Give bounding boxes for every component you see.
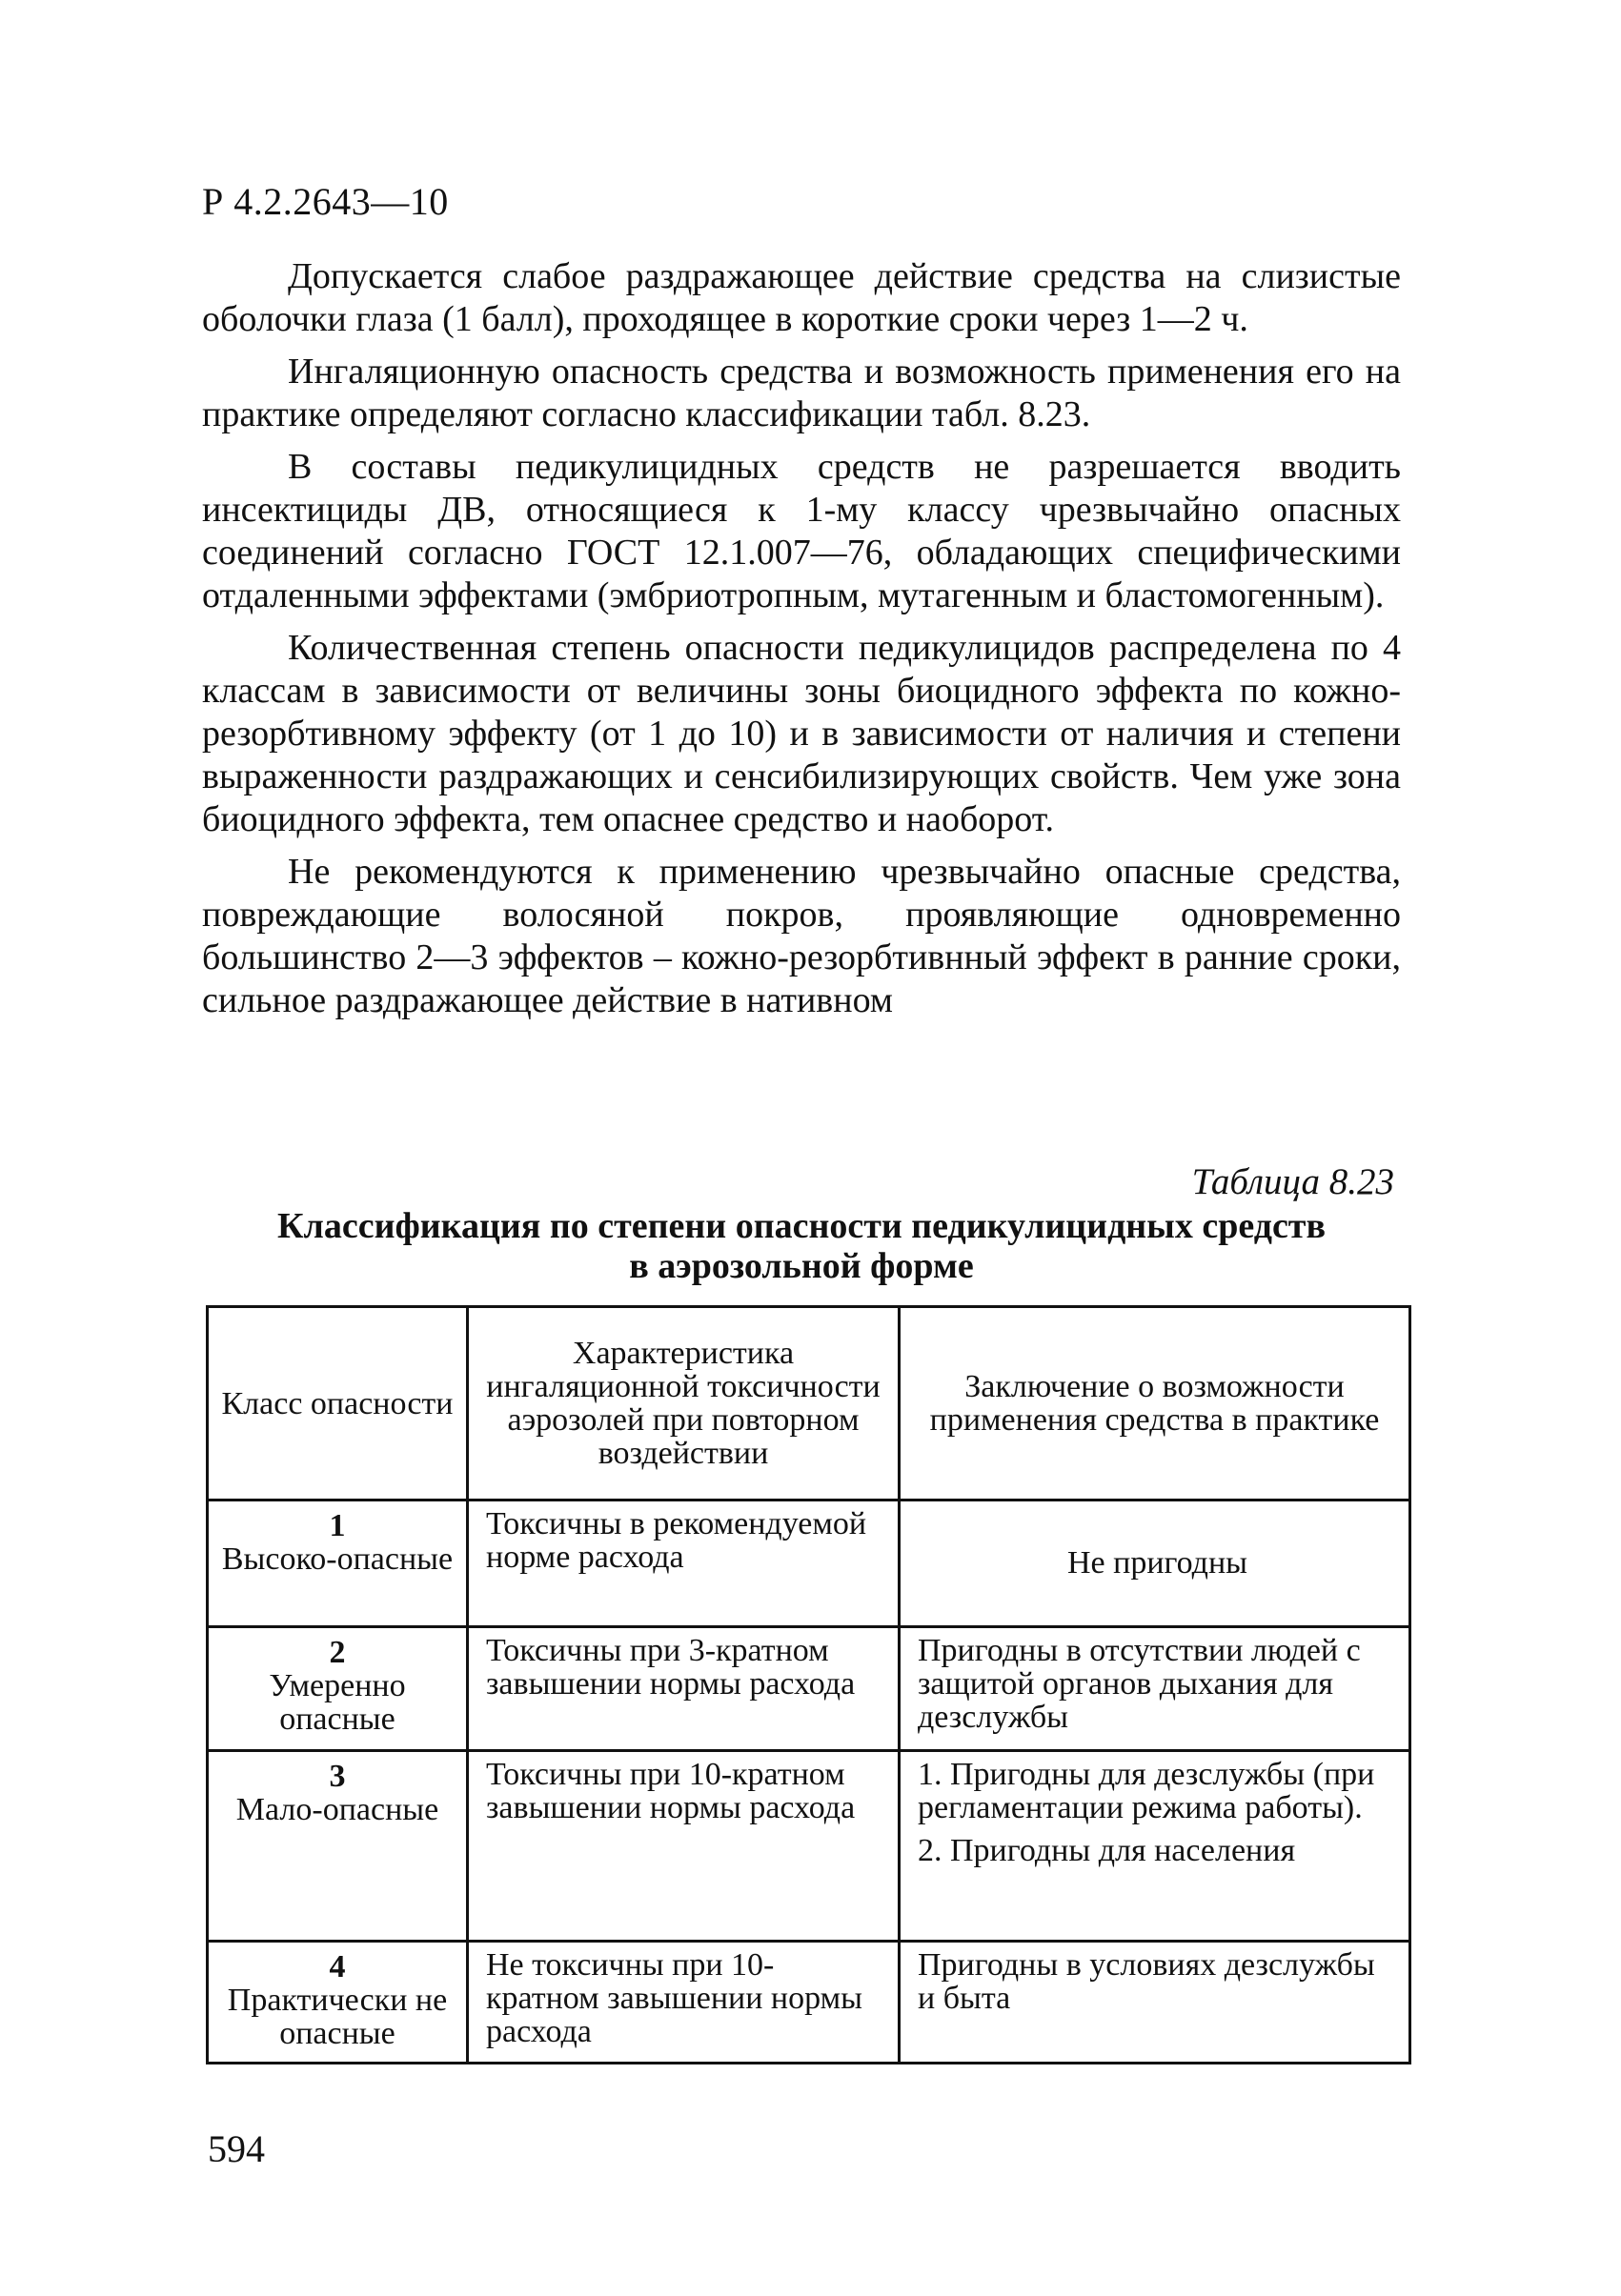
table-header-row [208, 1307, 1410, 1500]
conclusion-cell: Пригодны в отсутствии людей с защитой органов дыхания для дезслужбы [900, 1627, 1410, 1751]
paragraph: В составы педикулицидных средств не разрешается вводить инсектициды ДВ, относящиеся к 1-му классу чрезвычайно опасных соединений согласно ГОСТ 12.1.007—76, обладающих специфическими отдаленными эффектами (эмбриотропным, мутагенным и бластомогенным). [202, 447, 1401, 615]
table-title-line: в аэрозольной форме [629, 1246, 974, 1286]
table-row [208, 1751, 1410, 1942]
class-number: 2 [329, 1635, 346, 1670]
conclusion-cell: Не пригодны [900, 1500, 1410, 1627]
column-header: Класс опасности [208, 1307, 468, 1500]
class-name: Практически не опасные [227, 1983, 448, 2051]
paragraph: Ингаляционную опасность средства и возможность применения его на практике определяют согласно классификации табл. 8.23. [202, 352, 1401, 434]
toxicity-cell: Не токсичны при 10-кратном завышении нормы расхода [468, 1942, 900, 2064]
class-number: 1 [329, 1508, 346, 1543]
page-number: 594 [208, 2127, 265, 2170]
hazard-class-cell [208, 1500, 468, 1627]
class-name: Умеренно опасные [269, 1668, 406, 1737]
table-number: Таблица 8.23 [1191, 1161, 1394, 1202]
paragraph: Количественная степень опасности педикулицидов распределена по 4 классам в зависимости от величины зоны биоцидного эффекта по кожно-резорбтивному эффекту (от 1 до 10) и в зависимости от наличия и степени выраженности раздражающих и сенсибилизирующих свойств. Чем уже зона биоцидного эффекта, тем опаснее средство и наоборот. [202, 628, 1401, 839]
class-name: Высоко-опасные [221, 1541, 454, 1577]
paragraph: Не рекомендуются к применению чрезвычайно опасные средства, повреждающие волосяной покров, проявляющие одновременно большинство 2—3 эффектов – кожно-резорбтивнный эффект в ранние сроки, сильное раздражающее действие в нативном [202, 852, 1401, 1020]
conclusion-item: 1. Пригодны для дезслужбы (при регламентации режима работы). [918, 1757, 1375, 1825]
table-row [208, 1500, 1410, 1627]
column-header: Характеристика ингаляционной токсичности аэрозолей при повторном воздействии [468, 1307, 900, 1500]
paragraph: Допускается слабое раздражающее действие средства на слизистые оболочки глаза (1 балл), проходящее в короткие сроки через 1—2 ч. [202, 256, 1401, 339]
table-title-line: Классификация по степени опасности педикулицидных средств [277, 1206, 1326, 1246]
column-header: Заключение о возможности применения средства в практике [900, 1307, 1410, 1500]
table-row [208, 1627, 1410, 1751]
body-text [202, 255, 1401, 1032]
conclusion-cell [900, 1751, 1410, 1942]
class-number: 3 [329, 1759, 346, 1794]
table-title [202, 1206, 1401, 1286]
hazard-classification-table [206, 1305, 1411, 2064]
hazard-class-cell [208, 1627, 468, 1751]
hazard-class-cell [208, 1942, 468, 2064]
class-name: Мало-опасные [235, 1792, 439, 1827]
class-number: 4 [329, 1949, 346, 1984]
document-code: Р 4.2.2643—10 [202, 180, 449, 223]
toxicity-cell: Токсичны при 10-кратном завышении нормы расхода [468, 1751, 900, 1942]
table-row [208, 1942, 1410, 2064]
toxicity-cell: Токсичны в рекомендуемой норме расхода [468, 1500, 900, 1627]
conclusion-item: 2. Пригодны для населения [918, 1833, 1296, 1868]
conclusion-cell: Пригодны в условиях дезслужбы и быта [900, 1942, 1410, 2064]
hazard-class-cell [208, 1751, 468, 1942]
toxicity-cell: Токсичны при 3-кратном завышении нормы расхода [468, 1627, 900, 1751]
